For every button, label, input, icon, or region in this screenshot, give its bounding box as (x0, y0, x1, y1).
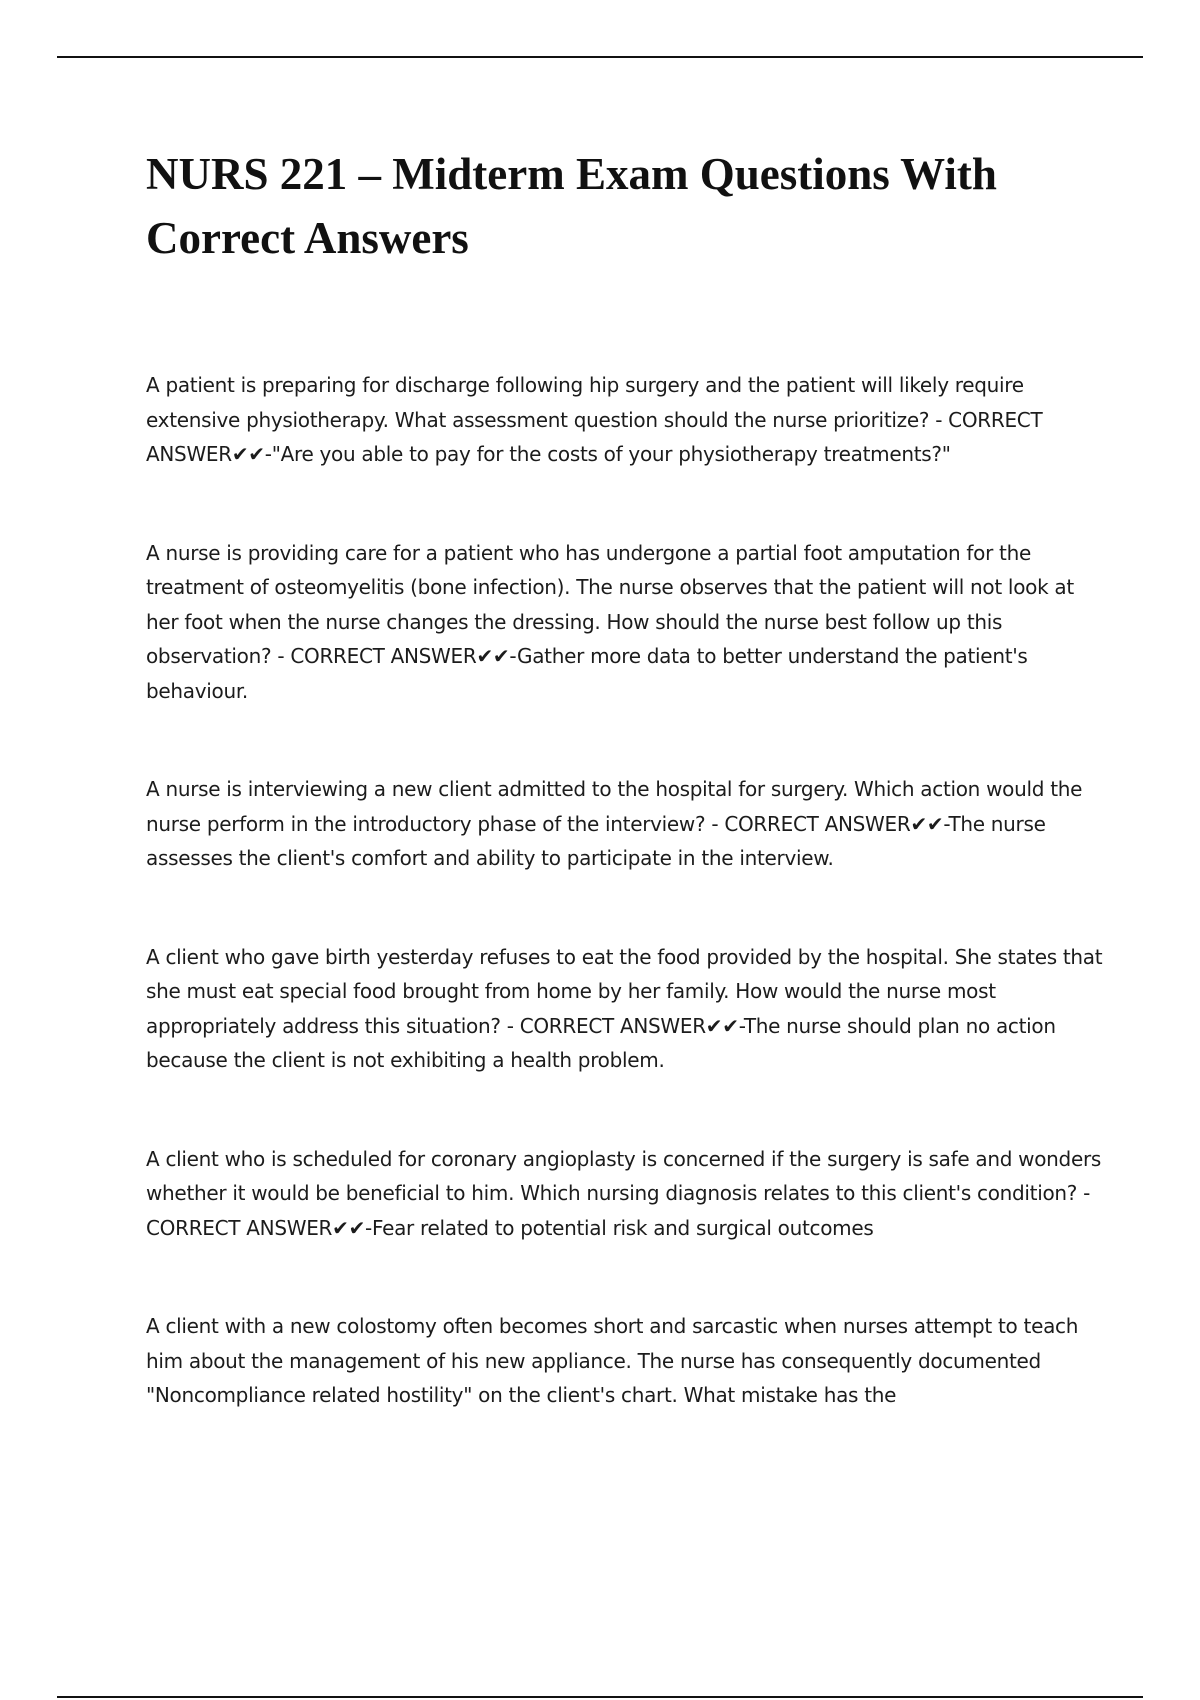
answer-text: "Are you able to pay for the costs of your physiotherapy treatments?" (271, 442, 951, 466)
correct-answer-label: CORRECT ANSWER✔✔- (519, 1013, 744, 1038)
question-text: A client who gave birth yesterday refuses to eat the food provided by the hospital. She states that she must eat special food brought from home by her family. How would the nurse most appropriately address this situation? - (146, 944, 1103, 1038)
page-title: NURS 221 – Midterm Exam Questions With Correct Answers (146, 149, 997, 263)
question-item (146, 1142, 1106, 1246)
question-item (146, 368, 1106, 472)
correct-answer-label: CORRECT ANSWER✔✔- (290, 644, 518, 668)
answer-text: The nurse should plan no action because the client is not exhibiting a health problem. (146, 1013, 1056, 1072)
correct-answer-label: CORRECT ANSWER✔✔- (146, 407, 1043, 466)
question-item (146, 772, 1106, 876)
correct-answer-label: CORRECT ANSWER✔✔- (146, 1215, 372, 1240)
question-item (146, 536, 1106, 709)
question-text: A client with a new colostomy often becomes short and sarcastic when nurses attempt to teach him about the management of his new appliance. The nurse has consequently documented "Noncompliance related hostility" on the client's chart. What mistake has the (146, 1314, 1079, 1407)
question-item (146, 1309, 1106, 1413)
question-text: A nurse is providing care for a patient who has undergone a partial foot amputation for the treatment of osteomyelitis (bone infection). The nurse observes that the patient will not look at her foot when the nurse changes the dressing. How should the nurse best follow up this observation? - (146, 540, 1074, 668)
answer-text: Fear related to potential risk and surgical outcomes (371, 1215, 874, 1240)
question-text: A client who is scheduled for coronary angioplasty is concerned if the surgery is safe and wonders whether it would be beneficial to him. Which nursing diagnosis relates to this client's condition? - (146, 1146, 1101, 1205)
top-horizontal-rule (57, 56, 1143, 58)
question-list (146, 368, 1106, 1477)
correct-answer-label: CORRECT ANSWER✔✔- (724, 811, 949, 836)
question-text: A patient is preparing for discharge following hip surgery and the patient will likely require extensive physiotherapy. What assessment question should the nurse prioritize? - (146, 373, 1024, 432)
answer-text: Gather more data to better understand the patient's behaviour. (146, 644, 1028, 703)
bottom-horizontal-rule (57, 1696, 1143, 1698)
answer-text: The nurse assesses the client's comfort and ability to participate in the interview. (146, 811, 1046, 870)
question-text: A nurse is interviewing a new client admitted to the hospital for surgery. Which action would the nurse perform in the introductory phase of the interview? - (146, 777, 1083, 836)
question-item (146, 940, 1106, 1078)
